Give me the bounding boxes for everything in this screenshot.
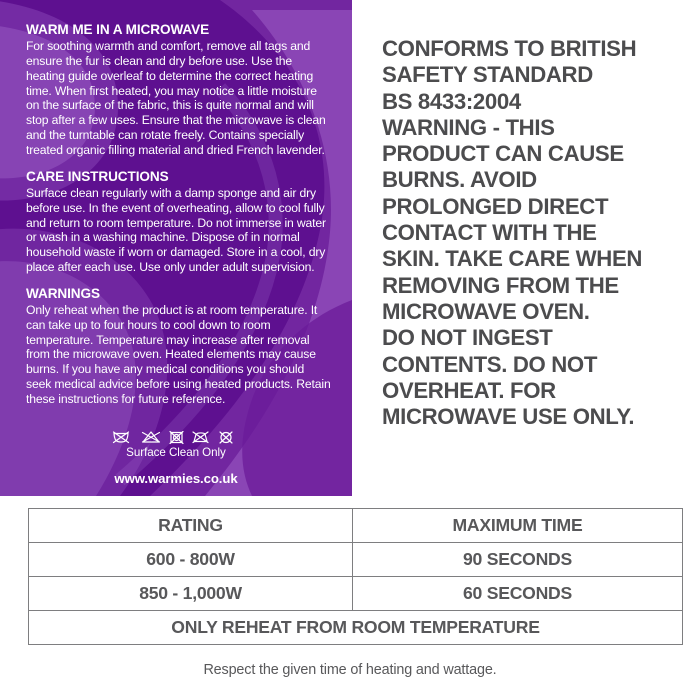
conformance-line: OVERHEAT. FOR [382,377,556,403]
table-header-rating: RATING [29,509,353,543]
care-symbol-row [112,428,240,446]
conformance-line: PROLONGED DIRECT [382,193,609,219]
section-heading-warnings: WARNINGS [26,285,100,301]
conformance-line: MICROWAVE USE ONLY. [382,404,635,430]
conformance-line: MICROWAVE OVEN. [382,298,590,324]
table-header-maximum-time: MAXIMUM TIME [353,509,683,543]
do-not-iron-icon [193,432,208,443]
section-heading-warm-me: WARM ME IN A MICROWAVE [26,22,210,37]
website-url[interactable]: www.warmies.co.uk [114,470,238,486]
table-cell-reheat-note: ONLY REHEAT FROM ROOM TEMPERATURE [29,611,683,645]
care-caption: Surface Clean Only [126,446,226,459]
section-spacer [26,275,332,286]
conformance-line: BURNS. AVOID [382,167,537,193]
conformance-line: WARNING - THIS [382,114,555,140]
do-not-tumble-dry-icon [170,432,183,444]
section-body-warnings: Only reheat when the product is at room temperature. It can take up to four hours to cool down to room temperature. Temperature may increase after removal from the microwave oven. Heated elements may cause burns. If you have any medical conditions you should seek medical advice before using heated products. Retain these instructions for future reference. [26,303,331,406]
conformance-line: CONTACT WITH THE [382,220,597,246]
section-body-warm-me: For soothing warmth and comfort, remove all tags and ensure the fur is clean and dry before use. Use the heating guide overleaf to determine the correct heating time. When first heated, you may notice a little moisture on the surface of the fabric, this is quite normal and will stop after a few uses. Ensure that the microwave is clean and the turntable can rotate freely. Contains specially treated organic filling material and dried French lavender. [26,39,326,157]
conformance-statement [382,36,690,430]
conformance-line: PRODUCT CAN CAUSE [382,141,624,167]
table-row [29,543,683,577]
table-footer-row [29,611,683,645]
conformance-line: CONFORMS TO BRITISH [382,36,637,61]
care-symbols-block [0,428,352,486]
table-row [29,577,683,611]
conformance-line: SAFETY STANDARD [382,62,593,88]
heating-guide-table [28,508,683,645]
conformance-line: REMOVING FROM THE [382,272,619,298]
conformance-line: SKIN. TAKE CARE WHEN [382,246,643,272]
table-cell-time: 60 SECONDS [353,577,683,611]
conformance-line: DO NOT INGEST [382,325,553,351]
table-cell-rating: 600 - 800W [29,543,353,577]
do-not-bleach-icon [143,432,160,442]
footer-note: Respect the given time of heating and wattage. [203,662,497,678]
table-cell-time: 90 SECONDS [353,543,683,577]
conformance-line: CONTENTS. DO NOT [382,351,598,377]
section-spacer [26,158,332,169]
section-heading-care-instructions: CARE INSTRUCTIONS [26,168,169,184]
table-cell-rating: 850 - 1,000W [29,577,353,611]
do-not-wash-icon [114,432,129,443]
instructions-content [0,0,352,496]
do-not-dry-clean-icon [220,432,232,443]
table-header-row [29,509,683,543]
conformance-line: BS 8433:2004 [382,88,521,114]
instructions-panel [0,0,352,496]
section-body-care-instructions: Surface clean regularly with a damp sponge and air dry before use. In the event of overheating, allow to cool fully and return to room temperature. Do not immerse in water or wash in a washing machine. Dispose of in normal household waste if worn or damaged. Store in a cool, dry place after each use. Use only under adult supervision. [26,185,326,274]
